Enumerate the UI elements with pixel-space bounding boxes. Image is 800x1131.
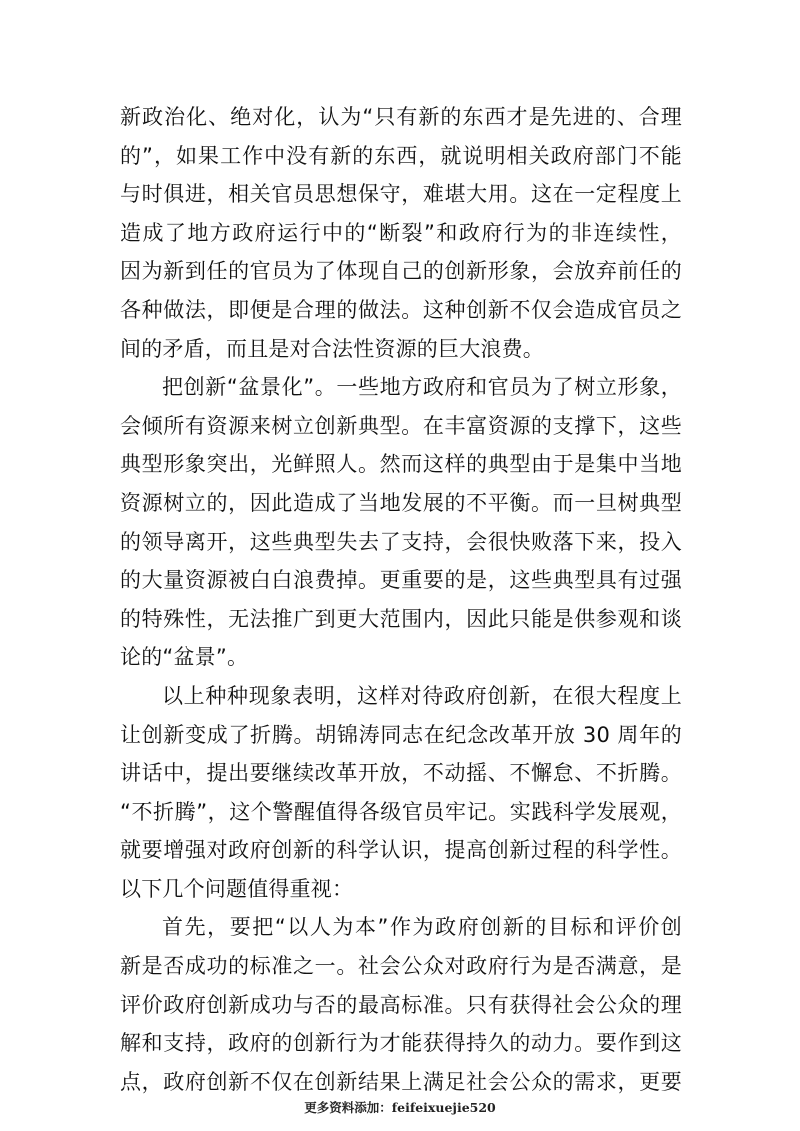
body-text [120, 98, 682, 1101]
text-line: 就要增强对政府创新的科学认识，提高创新过程的科学性。 [120, 838, 682, 863]
paragraph-start-line: 以上种种现象表明，这样对待政府创新，在很大程度上 [162, 683, 682, 708]
text-line: 因为新到任的官员为了体现自己的创新形象，会放弃前任的 [120, 259, 682, 284]
text-line: 造成了地方政府运行中的“断裂”和政府行为的非连续性， [120, 220, 682, 245]
text-line: 间的矛盾，而且是对合法性资源的巨大浪费。 [120, 336, 544, 361]
paragraph-start-line: 首先，要把“以人为本”作为政府创新的目标和评价创 [162, 915, 682, 940]
text-line: 新政治化、绝对化，认为“只有新的东西才是先进的、合理 [120, 105, 682, 129]
text-line: 点，政府创新不仅在创新结果上满足社会公众的需求，更要 [120, 1069, 682, 1094]
text-line: 以下几个问题值得重视： [120, 876, 354, 901]
text-line: 讲话中，提出要继续改革开放，不动摇、不懈怠、不折腾。 [120, 761, 682, 786]
paragraph-start-line: 把创新“盆景化”。一些地方政府和官员为了树立形象， [162, 375, 682, 400]
text-line: 会倾所有资源来树立创新典型。在丰富资源的支撑下，这些 [120, 413, 682, 438]
footer-note: 更多资料添加：feifeixuejie520 [304, 1100, 496, 1115]
text-line: 资源树立的，因此造成了当地发展的不平衡。而一旦树典型 [120, 490, 682, 515]
text-line: 的特殊性，无法推广到更大范围内，因此只能是供参观和谈 [120, 606, 682, 631]
text-line: 典型形象突出，光鲜照人。然而这样的典型由于是集中当地 [120, 452, 682, 477]
text-line: 评价政府创新成功与否的最高标准。只有获得社会公众的理 [120, 992, 682, 1017]
text-line: “不折腾”，这个警醒值得各级官员牢记。实践科学发展观， [120, 799, 682, 824]
text-line: 的”，如果工作中没有新的东西，就说明相关政府部门不能 [120, 143, 682, 168]
text-line: 论的“盆景”。 [120, 645, 249, 670]
text-line: 的领导离开，这些典型失去了支持，会很快败落下来，投入 [120, 529, 682, 554]
text-line: 新是否成功的标准之一。社会公众对政府行为是否满意，是 [120, 954, 682, 979]
text-line: 的大量资源被白白浪费掉。更重要的是，这些典型具有过强 [120, 568, 682, 593]
text-line: 各种做法，即便是合理的做法。这种创新不仅会造成官员之 [120, 297, 682, 322]
text-line: 与时俱进，相关官员思想保守，难堪大用。这在一定程度上 [120, 182, 682, 207]
text-line: 让创新变成了折腾。胡锦涛同志在纪念改革开放 30 周年的 [120, 722, 682, 747]
text-line: 解和支持，政府的创新行为才能获得持久的动力。要作到这 [120, 1031, 682, 1056]
